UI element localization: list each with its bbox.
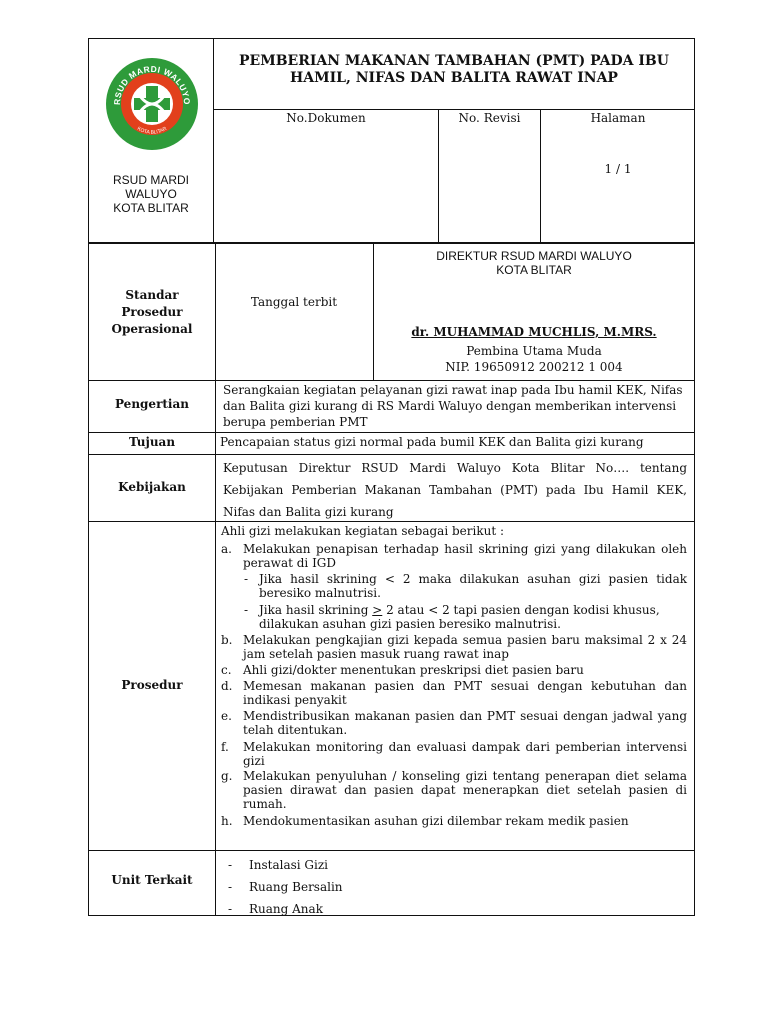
prosedur-item-f: f. Melakukan monitoring dan evaluasi dampak dari pemberian intervensi gizi (221, 740, 687, 768)
prosedur-item-d: d. Memesan makanan pasien dan PMT sesuai dengan kebutuhan dan indikasi penyakit (221, 679, 687, 707)
tujuan-label: Tujuan (128, 435, 176, 449)
sop-label: Standar Prosedur Operasional (111, 288, 193, 336)
prosedur-item-b: b. Melakukan pengkajian gizi kepada semua pasien baru maksimal 2 x 24 jam setelah pasien masuk ruang rawat inap (221, 633, 687, 661)
halaman-value: 1 / 1 (604, 162, 632, 176)
prosedur-item-c: c. Ahli gizi/dokter menentukan preskripsi diet pasien baru (221, 663, 584, 677)
pengertian-label: Pengertian (114, 397, 189, 411)
prosedur-item-a-sub2: - Jika hasil skrining > 2 atau < 2 tapi pasien dengan kodisi khusus, dilakukan asuhan gizi pasien beresiko malnutrisi. (244, 603, 660, 631)
unit-item-anak: - Ruang Anak (228, 902, 323, 916)
prosedur-item-g: g. Melakukan penyuluhan / konseling gizi tentang penerapan diet selama pasien dirawat dan pasien dapat menerapkan diet setelah pasien di rumah. (221, 769, 687, 811)
tujuan-text: Pencapaian status gizi normal pada bumil KEK dan Balita gizi kurang (220, 435, 644, 449)
prosedur-item-a-sub1: - Jika hasil skrining < 2 maka dilakukan asuhan gizi pasien tidak beresiko malnutrisi. (244, 572, 687, 600)
tanggal-terbit-label: Tanggal terbit (250, 295, 338, 309)
prosedur-label: Prosedur (121, 678, 183, 692)
prosedur-item-e: e. Mendistribusikan makanan pasien dan PMT sesuai dengan jadwal yang telah ditentukan. (221, 709, 687, 737)
unit-item-gizi: - Instalasi Gizi (228, 858, 328, 872)
hospital-name: RSUD MARDI WALUYO KOTA BLITAR (112, 173, 189, 215)
director-name: dr. MUHAMMAD MUCHLIS, M.MRS. (411, 325, 657, 339)
prosedur-item-h: h. Mendokumentasikan asuhan gizi dilembar rekam medik pasien (221, 814, 629, 828)
hospital-logo (104, 56, 200, 152)
prosedur-intro: Ahli gizi melakukan kegiatan sebagai berikut : (221, 524, 505, 538)
no-revisi-label: No. Revisi (458, 111, 521, 125)
kebijakan-label: Kebijakan (118, 480, 186, 494)
prosedur-item-a: a. Melakukan penapisan terhadap hasil skrining gizi yang dilakukan oleh perawat di IGD (221, 542, 687, 570)
director-rank: Pembina Utama Muda (466, 344, 602, 358)
no-dokumen-label: No.Dokumen (286, 111, 366, 125)
direktur-title: DIREKTUR RSUD MARDI WALUYO KOTA BLITAR (436, 249, 632, 277)
pengertian-text: Serangkaian kegiatan pelayanan gizi rawat inap pada Ibu hamil KEK, Nifas dan Balita gizi kurang di RS Mardi Waluyo dengan memberikan intervensi berupa pemberian PMT (223, 383, 683, 429)
director-nip: NIP. 19650912 200212 1 004 (445, 360, 623, 374)
logo-top-text: RSUD MARDI WALUYO (111, 63, 193, 106)
logo-bottom-text: KOTA BLITAR (136, 125, 168, 136)
unit-item-bersalin: - Ruang Bersalin (228, 880, 343, 894)
kebijakan-text: Keputusan Direktur RSUD Mardi Waluyo Kota Blitar No…. tentang Kebijakan Pemberian Makanan Tambahan (PMT) pada Ibu Hamil KEK, Nifas dan Balita gizi kurang (223, 461, 687, 519)
unit-terkait-label: Unit Terkait (111, 873, 193, 887)
halaman-label: Halaman (590, 111, 646, 125)
document-title: PEMBERIAN MAKANAN TAMBAHAN (PMT) PADA IBU HAMIL, NIFAS DAN BALITA RAWAT INAP (239, 53, 669, 86)
